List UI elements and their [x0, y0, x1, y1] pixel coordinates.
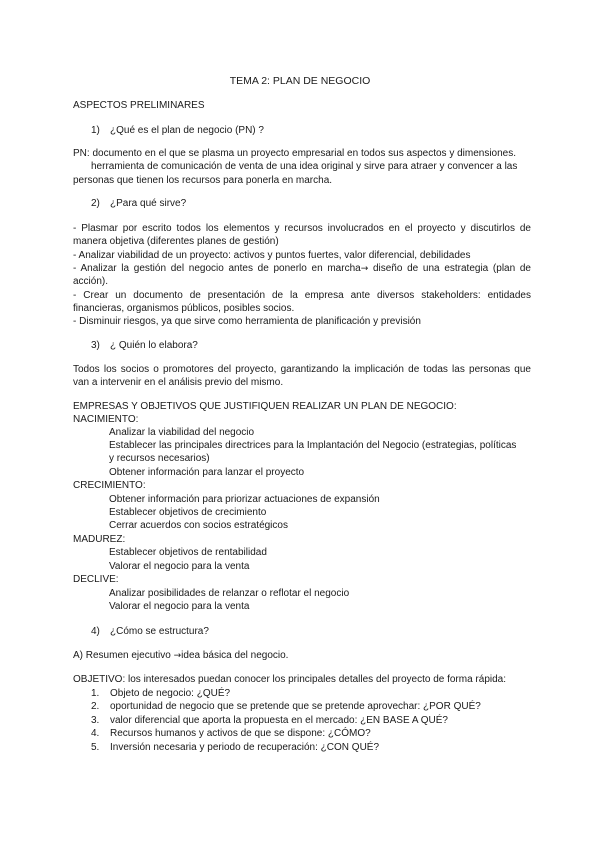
purpose-line: acción).: [73, 276, 109, 287]
stage-label: NACIMIENTO:: [73, 414, 139, 425]
purpose-line: - Analizar la gestión del negocio antes de ponerlo en marcha→ diseño de una estrategia (plan de: [73, 263, 531, 274]
question-text: ¿Cómo se estructura?: [110, 626, 209, 637]
stage-item: Obtener información para lanzar el proyecto: [109, 467, 305, 478]
companies-heading: EMPRESAS Y OBJETIVOS QUE JUSTIFIQUEN REALIZAR UN PLAN DE NEGOCIO:: [73, 401, 457, 412]
stage-item: Cerrar acuerdos con socios estratégicos: [109, 520, 288, 531]
arrow-icon: →: [360, 264, 369, 274]
purpose-line: - Disminuir riesgos, ya que sirve como herramienta de planificación y previsión: [73, 316, 421, 327]
purpose-line: financieras, organismos públicos, posibles socios.: [73, 303, 295, 314]
list-item: oportunidad de negocio que se pretende que se pretende aprovechar: ¿POR QUÉ?: [110, 701, 481, 712]
question-number: 3): [91, 340, 100, 351]
question-number: 4): [91, 626, 100, 637]
stage-item: Valorar el negocio para la venta: [109, 561, 250, 572]
stage-item: Analizar la viabilidad del negocio: [109, 427, 255, 438]
stage-label: DECLIVE:: [73, 574, 119, 585]
stage-label: MADUREZ:: [73, 534, 126, 545]
question-number: 1): [91, 125, 100, 136]
paragraph-line: PN: documento en el que se plasma un proyecto empresarial en todos sus aspectos y dimensiones.: [73, 148, 517, 159]
list-number: 5.: [91, 742, 100, 753]
list-number: 2.: [91, 701, 100, 712]
objective-line: OBJETIVO: los interesados puedan conocer los principales detalles del proyecto de forma rápida:: [73, 674, 507, 685]
paragraph-line: herramienta de comunicación de venta de una idea original y sirve para atraer y convencer a las: [91, 161, 518, 172]
purpose-line: - Crear un documento de presentación de la empresa ante diversos stakeholders: entidades: [73, 290, 531, 301]
question-number: 2): [91, 198, 100, 209]
section-heading: ASPECTOS PRELIMINARES: [73, 100, 205, 111]
list-item: valor diferencial que aporta la propuesta en el mercado: ¿EN BASE A QUÉ?: [110, 715, 448, 726]
list-number: 3.: [91, 715, 100, 726]
question-text: ¿ Quién lo elabora?: [110, 340, 198, 351]
arrow-icon: →: [173, 651, 182, 661]
document-title: TEMA 2: PLAN DE NEGOCIO: [229, 75, 371, 87]
stage-item: Establecer las principales directrices para la Implantación del Negocio (estrategias, políticas: [109, 440, 517, 451]
list-item: Recursos humanos y activos de que se dispone: ¿CÓMO?: [110, 728, 371, 739]
purpose-line: manera objetiva (diferentes planes de gestión): [73, 236, 279, 247]
list-number: 1.: [91, 688, 100, 699]
stage-item: Analizar posibilidades de relanzar o reflotar el negocio: [109, 588, 350, 599]
list-item: Inversión necesaria y periodo de recuperación: ¿CON QUÉ?: [110, 742, 380, 753]
stage-item: y recursos necesarios): [109, 453, 210, 464]
paragraph-line: personas que tienen los recursos para ponerla en marcha.: [73, 175, 333, 186]
stage-item: Establecer objetivos de rentabilidad: [109, 547, 267, 558]
stage-item: Valorar el negocio para la venta: [109, 601, 250, 612]
purpose-line: - Plasmar por escrito todos los elementos y recursos involucrados en el proyecto y discutirlos de: [73, 223, 531, 234]
purpose-line: - Analizar viabilidad de un proyecto: activos y puntos fuertes, valor diferencial, debilidades: [73, 250, 471, 261]
stage-item: Obtener información para priorizar actuaciones de expansión: [109, 494, 380, 505]
list-item: Objeto de negocio: ¿QUÉ?: [110, 688, 231, 699]
list-number: 4.: [91, 728, 100, 739]
stage-label: CRECIMIENTO:: [73, 480, 146, 491]
summary-line: A) Resumen ejecutivo →idea básica del negocio.: [73, 650, 289, 661]
stage-item: Establecer objetivos de crecimiento: [109, 507, 267, 518]
question-text: ¿Qué es el plan de negocio (PN) ?: [110, 125, 264, 136]
question-text: ¿Para qué sirve?: [110, 198, 187, 209]
paragraph-line: Todos los socios o promotores del proyecto, garantizando la implicación de todas las personas que: [73, 364, 531, 375]
paragraph-line: van a intervenir en el análisis previo del mismo.: [73, 377, 284, 388]
